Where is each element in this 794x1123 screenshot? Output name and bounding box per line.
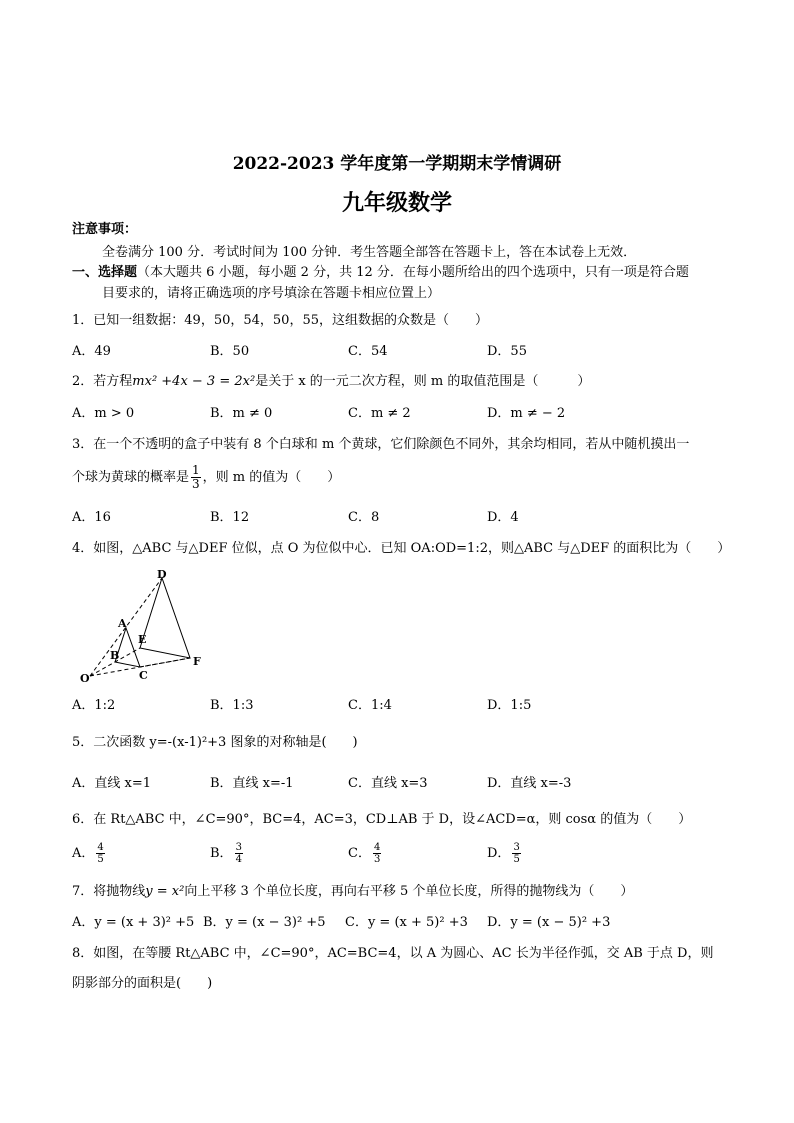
q5-option-b: B．直线 x=-1 xyxy=(210,776,294,791)
q1-option-c: C．54 xyxy=(348,344,388,359)
q6-option-a-label: A． xyxy=(72,846,95,861)
q4-option-d: D．1:5 xyxy=(487,698,532,713)
q3-frac-denominator: 3 xyxy=(192,477,200,491)
q1-option-d: D．55 xyxy=(487,344,527,359)
q7-stem-pre: 7．将抛物线 xyxy=(72,884,146,899)
question-6-stem: 6．在 Rt△ABC 中，∠C=90°，BC=4，AC=3，CD⊥AB 于 D，设∠ACD=α，则 cosα 的值为（ ） xyxy=(72,812,692,827)
q6-option-b xyxy=(210,842,245,865)
q6-option-d xyxy=(487,842,523,865)
question-3-stem-line1: 3．在一个不透明的盒子中装有 8 个白球和 m 个黄球，它们除颜色不同外，其余均相同，若从中随机摸出一 xyxy=(72,437,690,452)
q6-b-num: 3 xyxy=(235,842,242,853)
q7-option-b: B．y = (x − 3)² +5 xyxy=(203,915,326,930)
q6-option-b-fraction xyxy=(235,842,243,865)
question-1-stem: 1．已知一组数据：49，50，54，50，55，这组数据的众数是（ ） xyxy=(72,313,488,328)
q6-option-c-fraction xyxy=(373,842,381,865)
segment-cf xyxy=(140,658,190,667)
question-2-stem xyxy=(72,374,590,390)
q6-option-d-label: D． xyxy=(487,846,511,861)
q3-option-b: B．12 xyxy=(210,510,250,525)
section-1-label: 一、选择题 xyxy=(72,265,138,280)
q3-option-c: C．8 xyxy=(348,510,380,525)
q6-b-den: 4 xyxy=(235,854,242,865)
q7-option-a: A．y = (x + 3)² +5 xyxy=(72,915,195,930)
question-4-stem: 4．如图，△ABC 与△DEF 位似，点 O 为位似中心．已知 OA:OD=1:2，则△ABC 与△DEF 的面积比为（ ） xyxy=(72,541,731,556)
section-1-header xyxy=(72,265,689,281)
q4-option-b: B．1:3 xyxy=(210,698,254,713)
label-d: D xyxy=(157,568,167,581)
q6-c-num: 4 xyxy=(373,842,381,853)
q5-option-c: C．直线 x=3 xyxy=(348,776,428,791)
q3-probability-fraction xyxy=(191,464,201,491)
q3-option-a: A．16 xyxy=(72,510,111,525)
triangle-def xyxy=(140,578,190,658)
q1-option-a: A．49 xyxy=(72,344,111,359)
q2-option-b: B．m ≠ 0 xyxy=(210,406,273,421)
q3-option-d: D．4 xyxy=(487,510,519,525)
notice-heading: 注意事项： xyxy=(72,222,138,237)
q6-option-c xyxy=(348,842,383,865)
label-e: E xyxy=(138,633,147,646)
q3-stem-pre: 个球为黄球的概率是 xyxy=(72,470,190,485)
q3-stem-post: ，则 m 的值为（ ） xyxy=(202,470,341,485)
q7-option-c: C．y = (x + 5)² +3 xyxy=(345,915,468,930)
label-c: C xyxy=(139,669,148,682)
q6-option-a xyxy=(72,842,107,865)
q6-option-a-fraction xyxy=(96,842,104,865)
exam-subject: 九年级数学 xyxy=(341,190,452,216)
q1-option-b: B．50 xyxy=(210,344,250,359)
q2-option-d: D．m ≠ − 2 xyxy=(487,406,566,421)
question-3-stem-line2 xyxy=(72,464,340,491)
q2-option-c: C．m ≠ 2 xyxy=(348,406,411,421)
question-8-stem-line1: 8．如图，在等腰 Rt△ABC 中，∠C=90°，AC=BC=4，以 A 为圆心、AC 长为半径作弧，交 AB 于点 D，则 xyxy=(72,946,714,961)
label-f: F xyxy=(193,655,201,668)
q5-option-a: A．直线 x=1 xyxy=(72,776,152,791)
q6-option-c-label: C． xyxy=(348,846,371,861)
q6-a-den: 5 xyxy=(97,854,104,865)
section-1-desc-line1: （本大题共 6 小题，每小题 2 分，共 12 分．在每小题所给出的四个选项中，只有一项是符合题 xyxy=(137,265,689,280)
q6-a-num: 4 xyxy=(97,842,104,853)
q4-homothety-figure xyxy=(72,566,222,686)
q3-frac-numerator: 1 xyxy=(192,463,200,477)
q7-option-d: D．y = (x − 5)² +3 xyxy=(487,915,611,930)
q6-option-d-fraction xyxy=(512,842,520,865)
q6-d-den: 5 xyxy=(513,854,520,865)
q4-option-a: A．1:2 xyxy=(72,698,116,713)
q2-option-a: A．m > 0 xyxy=(72,406,135,421)
section-1-desc-line2: 目要求的，请将正确选项的序号填涂在答题卡相应位置上） xyxy=(102,286,441,301)
q7-equation: y = x² xyxy=(145,884,185,899)
question-8-stem-line2: 阴影部分的面积是( ) xyxy=(72,976,213,991)
q2-stem-post: 是关于 x 的一元二次方程，则 m 的取值范围是（ ） xyxy=(255,374,591,389)
q2-stem-pre: 2．若方程 xyxy=(72,374,133,389)
label-a: A xyxy=(118,617,127,630)
q2-equation: mx² +4x − 3 = 2x² xyxy=(132,374,256,389)
question-5-stem: 5．二次函数 y=-(x-1)²+3 图象的对称轴是( ) xyxy=(72,735,358,750)
notice-text: 全卷满分 100 分．考试时间为 100 分钟．考生答题全部答在答题卡上，答在本试卷上无效． xyxy=(102,245,637,260)
q4-option-c: C．1:4 xyxy=(348,698,392,713)
exam-title: 2022-2023 学年度第一学期期末学情调研 xyxy=(232,154,562,174)
question-7-stem xyxy=(72,884,633,900)
label-o: O xyxy=(80,672,90,685)
q6-d-num: 3 xyxy=(513,842,520,853)
label-b: B xyxy=(110,649,120,662)
q6-c-den: 3 xyxy=(373,854,381,865)
q6-option-b-label: B． xyxy=(210,846,233,861)
q7-stem-post: 向上平移 3 个单位长度，再向右平移 5 个单位长度，所得的抛物线为（ ） xyxy=(184,884,634,899)
q5-option-d: D．直线 x=-3 xyxy=(487,776,572,791)
